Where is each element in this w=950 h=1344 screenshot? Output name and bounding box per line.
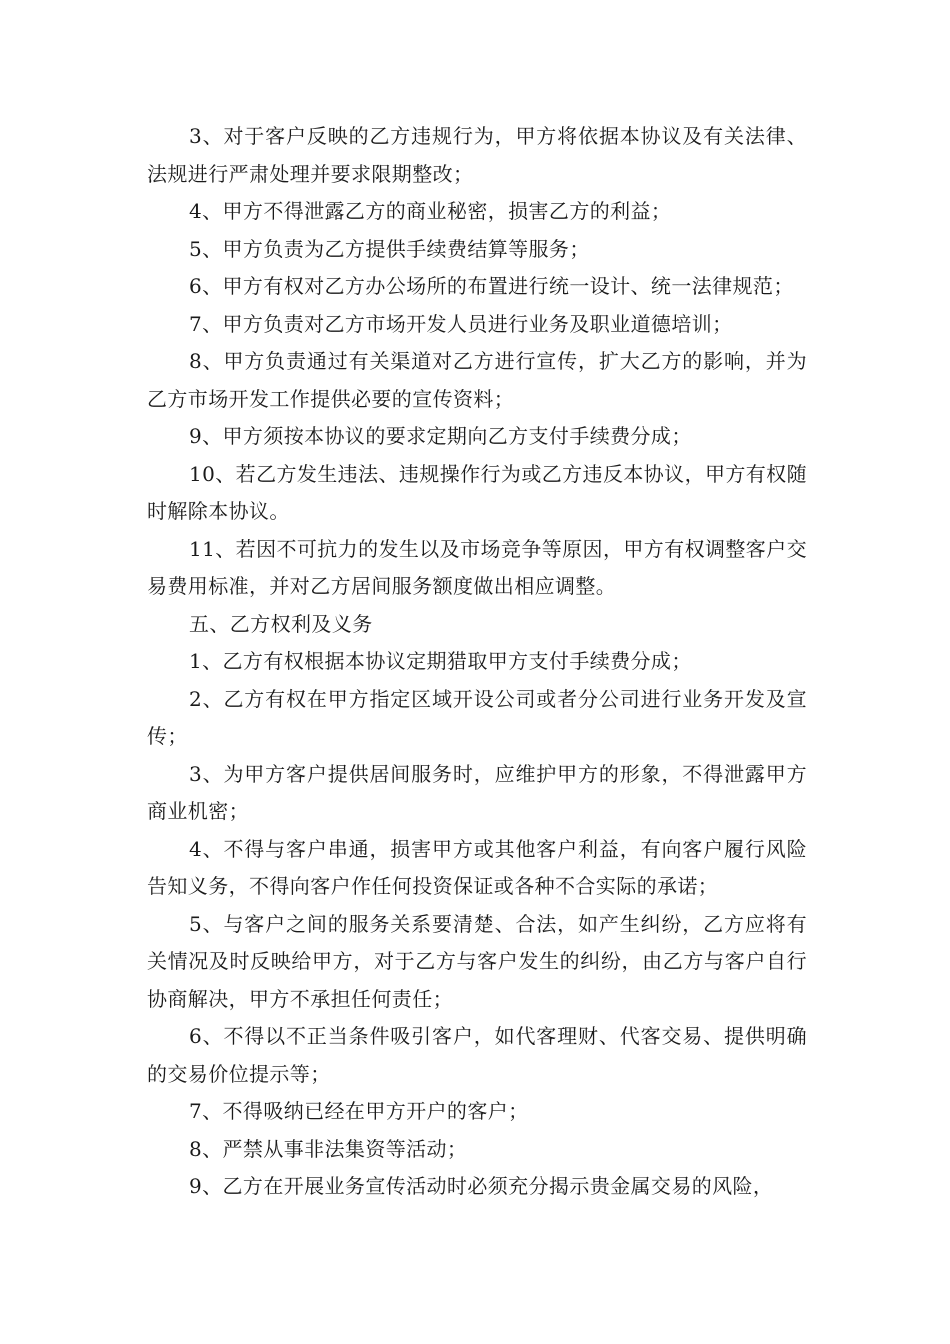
document-body (147, 118, 807, 1206)
paragraph-party-b-5: 5、与客户之间的服务关系要清楚、合法，如产生纠纷，乙方应将有关情况及时反映给甲方，对于乙方与客户发生的纠纷，由乙方与客户自行协商解决，甲方不承担任何责任； (147, 911, 807, 1011)
paragraph-clause-9: 9、甲方须按本协议的要求定期向乙方支付手续费分成； (189, 424, 692, 448)
paragraph-clause-6: 6、甲方有权对乙方办公场所的布置进行统一设计、统一法律规范； (189, 274, 794, 298)
paragraph-clause-7: 7、甲方负责对乙方市场开发人员进行业务及职业道德培训； (189, 311, 733, 336)
paragraph-party-b-1: 1、乙方有权根据本协议定期猎取甲方支付手续费分成； (189, 649, 692, 673)
paragraph-clause-3: 3、对于客户反映的乙方违规行为，甲方将依据本协议及有关法律、法规进行严肃处理并要求限期整改； (147, 124, 807, 186)
section-heading: 五、乙方权利及义务 (189, 611, 373, 636)
paragraph-clause-5: 5、甲方负责为乙方提供手续费结算等服务； (189, 236, 590, 261)
paragraph-party-b-7: 7、不得吸纳已经在甲方开户的客户； (189, 1099, 529, 1123)
paragraph-party-b-6: 6、不得以不正当条件吸引客户，如代客理财、代客交易、提供明确的交易价位提示等； (147, 1024, 807, 1086)
paragraph-clause-4: 4、甲方不得泄露乙方的商业秘密，损害乙方的利益； (189, 199, 672, 223)
paragraph-clause-10: 10、若乙方发生违法、违规操作行为或乙方违反本协议，甲方有权随时解除本协议。 (147, 461, 807, 523)
paragraph-party-b-4: 4、不得与客户串通，损害甲方或其他客户利益，有向客户履行风险告知义务，不得向客户作任何投资保证或各种不合实际的承诺； (147, 836, 807, 898)
paragraph-party-b-2: 2、乙方有权在甲方指定区域开设公司或者分公司进行业务开发及宣传； (147, 686, 807, 748)
paragraph-party-b-9: 9、乙方在开展业务宣传活动时必须充分揭示贵金属交易的风险， (189, 1174, 774, 1198)
paragraph-party-b-3: 3、为甲方客户提供居间服务时，应维护甲方的形象，不得泄露甲方商业机密； (147, 761, 807, 823)
paragraph-clause-8: 8、甲方负责通过有关渠道对乙方进行宣传，扩大乙方的影响，并为乙方市场开发工作提供必要的宣传资料； (147, 349, 807, 411)
paragraph-party-b-8: 8、严禁从事非法集资等活动； (189, 1136, 468, 1161)
paragraph-clause-11: 11、若因不可抗力的发生以及市场竞争等原因，甲方有权调整客户交易费用标准，并对乙方居间服务额度做出相应调整。 (147, 536, 807, 598)
